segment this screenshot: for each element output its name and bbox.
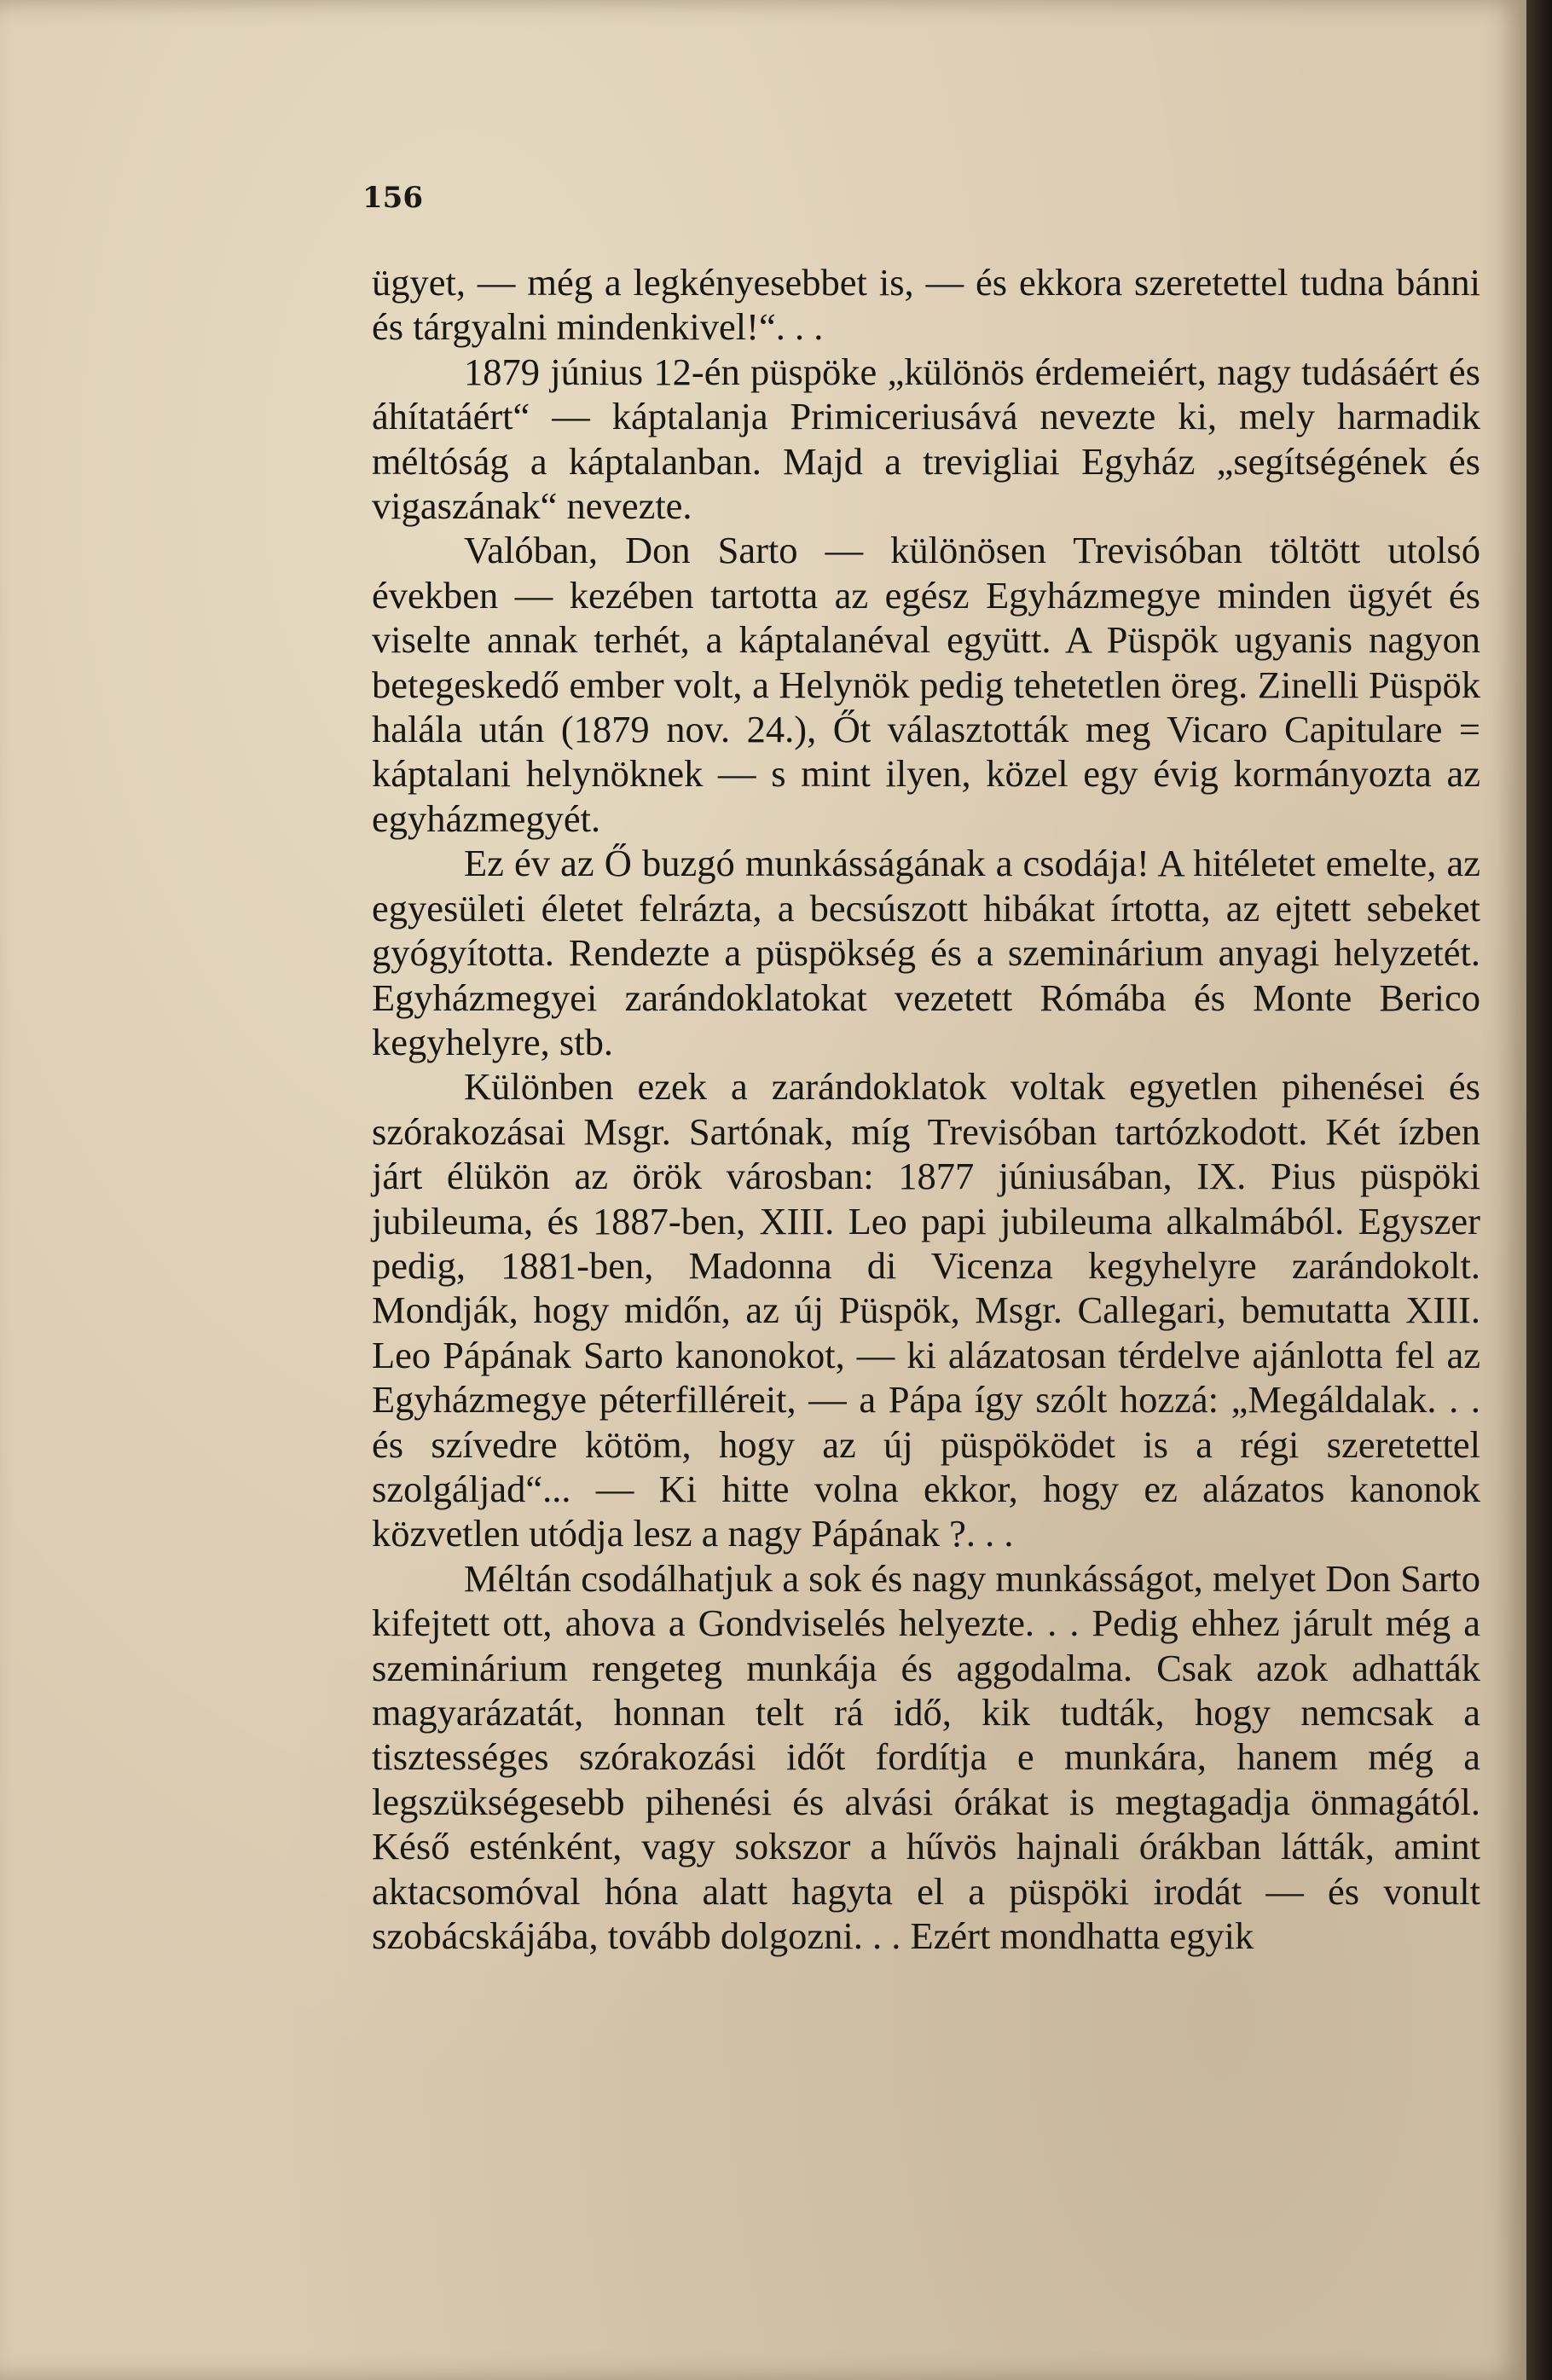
body-text [372,260,1480,1958]
page-number: 156 [362,181,423,215]
paragraph: Valóban, Don Sarto — különösen Trevisóban töltött utolsó években — kezében tartotta az egész Egyházmegye minden ügyét és viselte annak terhét, a káptalanéval együtt. A Püspök ugyanis nagyon betegeskedő ember volt, a Helynök pedig tehetetlen öreg. Zinelli Püspök halála után (1879 nov. 24.), Őt választották meg Vicaro Capitulare = káptalani helynöknek — s mint ilyen, közel egy évig kormányozta az egyházmegyét. [372,529,1480,840]
paragraph: Különben ezek a zarándoklatok voltak egyetlen pihenései és szórakozásai Msgr. Sartónak, míg Trevisóban tartózkodott. Két ízben járt élükön az örök városban: 1877 júniusában, IX. Pius püspöki jubileuma, és 1887-ben, XIII. Leo papi jubileuma alkalmából. Egyszer pedig, 1881-ben, Madonna di Vicenza kegyhelyre zarándokolt. Mondják, hogy midőn, az új Püspök, Msgr. Callegari, bemutatta XIII. Leo Pápának Sarto kanonokot, — ki alázatosan térdelve ajánlotta fel az Egyházmegye péterfilléreit, — a Pápa így szólt hozzá: „Megáldalak. . . és szívedre kötöm, hogy az új püspöködet is a régi szeretettel szolgáljad“... — Ki hitte volna ekkor, hogy ez alázatos kanonok közvetlen utódja lesz a nagy Pápának ?. . . [372,1065,1480,1555]
paragraph: Méltán csodálhatjuk a sok és nagy munkásságot, melyet Don Sarto kifejtett ott, ahova a Gondviselés helyezte. . . Pedig ehhez járult még a szeminárium rengeteg munkája és aggodalma. Csak azok adhatták magyarázatát, honnan telt rá idő, kik tudták, hogy nemcsak a tisztességes szórakozási időt fordítja e munkára, hanem még a legszükségesebb pihenési és alvási órákat is megtagadja önmagától. Késő esténként, vagy sokszor a hűvös hajnali órákban látták, amint aktacsomóval hóna alatt hagyta el a püspöki irodát — és vonult szobácskájába, tovább dolgozni. . . Ezért mondhatta egyik [372,1556,1480,1958]
paragraph: 1879 június 12-én püspöke „különös érdemeiért, nagy tudásáért és áhítatáért“ — káptalanja Primiceriusává nevezte ki, mely harmadik méltóság a káptalanban. Majd a trevigliai Egyház „segítségének és vigaszának“ nevezte. [372,350,1480,528]
paragraph: ügyet, — még a legkényesebbet is, — és ekkora szeretettel tudna bánni és tárgyalni mindenkivel!“. . . [372,261,1480,349]
paragraph: Ez év az Ő buzgó munkásságának a csodája! A hitéletet emelte, az egyesületi életet felrázta, a becsúszott hibákat írtotta, az ejtett sebeket gyógyította. Rendezte a püspökség és a szeminárium anyagi helyzetét. Egyházmegyei zarándoklatokat vezetett Rómába és Monte Berico kegyhelyre, stb. [372,842,1480,1063]
book-spine-edge [1526,0,1552,2380]
